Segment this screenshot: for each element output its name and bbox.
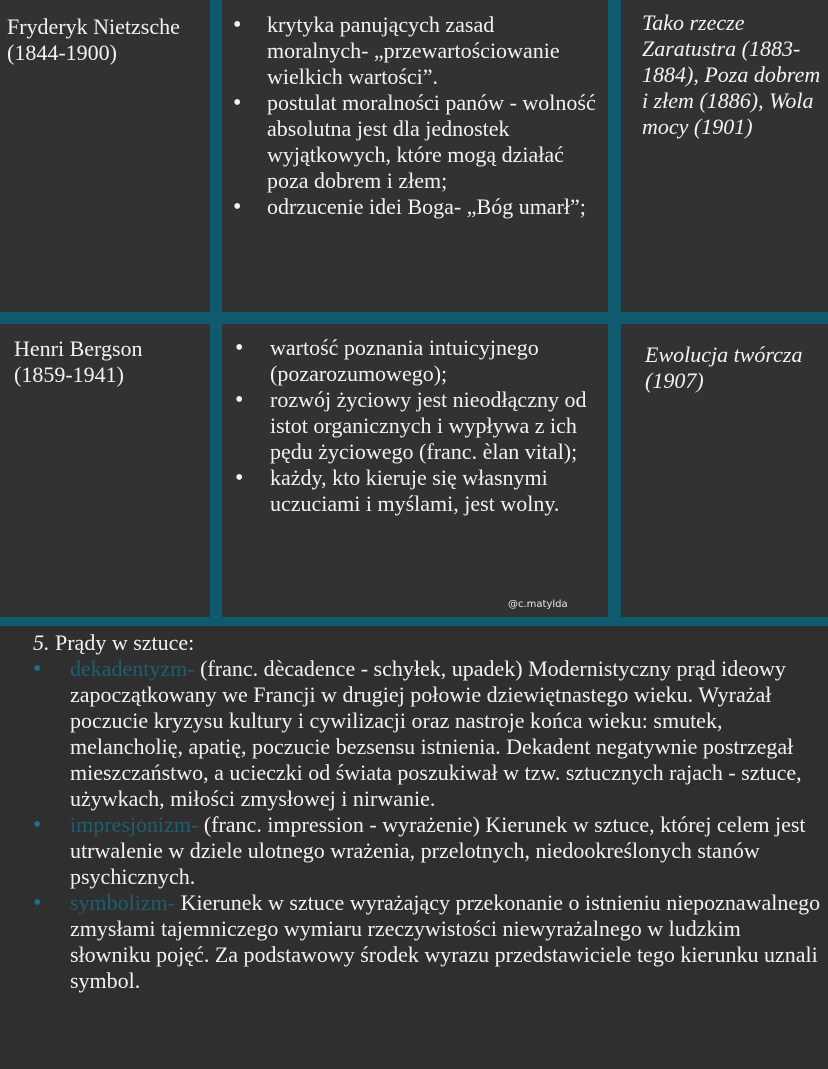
philosopher-name-cell	[0, 324, 210, 617]
philosopher-years: (1859-1941)	[14, 362, 124, 387]
idea-item: • odrzucenie idei Boga- „Bóg umarł”;	[222, 194, 608, 220]
philosopher-works-cell	[621, 0, 828, 312]
section-title: Prądy w sztuce:	[55, 630, 195, 655]
ideas-list	[222, 335, 608, 517]
idea-item: • wartość poznania intuicyjnego (pozarozumowego);	[222, 335, 608, 387]
philosopher-ideas-cell	[222, 0, 608, 312]
philosopher-works-cell	[621, 324, 828, 617]
philosopher-ideas-cell	[222, 324, 608, 617]
philosopher-name: Henri Bergson	[14, 336, 143, 361]
section-heading	[33, 630, 823, 656]
movement-description: (franc. dècadence - schyłek, upadek) Modernistyczny prąd ideowy zapoczątkowany we Francji w drugiej połowie dziewiętnastego wieku. Wyrażał poczucie kryzysu kultury i cywilizacji oraz nastroje końca wieku: smutek, melancholię, apatię, poczucie bezsensu istnienia. Dekadent negatywnie postrzegał mieszczaństwo, a ucieczki od świata poszukiwał w tzw. sztucznych rajach - sztuce, używkach, miłości zmysłowej i nirwanie.	[70, 656, 802, 811]
movement-term: dekadentyzm-	[70, 656, 195, 681]
movements-list	[33, 656, 823, 994]
idea-item: • postulat moralności panów - wolność absolutna jest dla jednostek wyjątkowych, które mogą działać poza dobrem i złem;	[222, 90, 608, 194]
movement-item	[33, 656, 823, 812]
philosopher-years: (1844-1900)	[7, 40, 117, 65]
philosopher-name: Fryderyk Nietzsche	[7, 14, 180, 39]
section-number: 5.	[33, 630, 50, 655]
movement-description: (franc. impression - wyrażenie) Kierunek w sztuce, której celem jest utrwalenie w dziele ulotnego wrażenia, przelotnych, niedookreślonych stanów psychicznych.	[70, 812, 806, 889]
philosopher-works: Tako rzecze Zaratustra (1883-1884), Poza dobrem i złem (1886), Wola mocy (1901)	[642, 10, 821, 139]
ideas-list	[222, 12, 608, 220]
philosopher-name-cell	[0, 0, 210, 312]
idea-item: • każdy, kto kieruje się własnymi uczuciami i myślami, jest wolny.	[222, 465, 608, 517]
idea-item: • krytyka panujących zasad moralnych- „przewartościowanie wielkich wartości”.	[222, 12, 608, 90]
philosopher-works: Ewolucja twórcza (1907)	[645, 342, 803, 393]
movement-item	[33, 890, 823, 994]
idea-item: • rozwój życiowy jest nieodłączny od istot organicznych i wypływa z ich pędu życiowego (franc. èlan vital);	[222, 387, 608, 465]
movement-item	[33, 812, 823, 890]
movement-term: symbolizm-	[70, 890, 176, 915]
art-movements-section	[33, 630, 823, 994]
author-watermark: @c.matylda	[508, 599, 568, 610]
movement-term: impresjonizm-	[70, 812, 199, 837]
movement-description: Kierunek w sztuce wyrażający przekonanie o istnieniu niepoznawalnego zmysłami tajemniczego wymiaru rzeczywistości niewyrażalnego w ludzkim słowniku pojęć. Za podstawowy środek wyrazu przedstawiciele tego kierunku uznali symbol.	[70, 890, 821, 993]
